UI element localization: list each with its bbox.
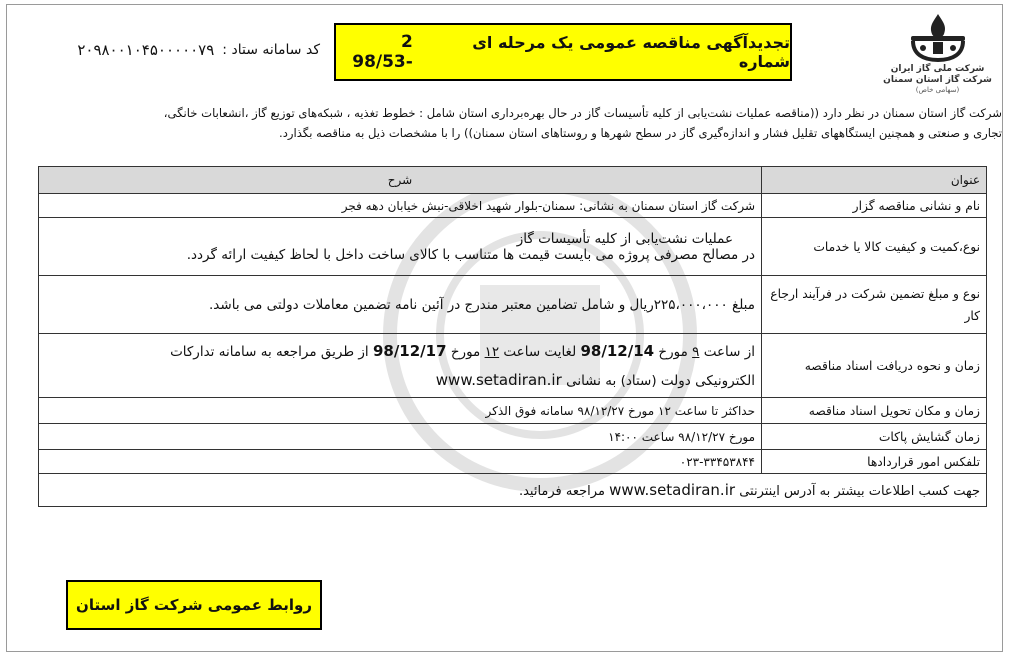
row-value-line: در مصالح مصرفی پروژه می بایست قیمت ها متناسب با کالای ساخت داخل با لحاظ کیفیت ارائه گردد. [186, 246, 755, 263]
title-text: تجدیدآگهی مناقصه عمومی یک مرحله ای شماره [472, 33, 790, 71]
table-row [39, 218, 987, 276]
row-value-line: عملیات نشت‌یابی از کلیه تأسیسات گاز [516, 230, 733, 247]
row-label: زمان و مکان تحویل اسناد مناقصه [762, 398, 987, 424]
table-row [39, 398, 987, 424]
intro-paragraph [40, 103, 1002, 143]
setad-code-label: کد سامانه ستاد : [222, 42, 320, 58]
table-footer-row [39, 474, 987, 507]
org-line-3: (سهامی خاص) [915, 86, 960, 94]
table-header-row [39, 167, 987, 194]
row-label: زمان گشایش پاکات [762, 424, 987, 450]
setad-code-value: ۲۰۹۸۰۰۱۰۴۵۰۰۰۰۰۷۹ [77, 41, 215, 59]
text-via-system: از طریق مراجعه به سامانه تدارکات [170, 343, 369, 360]
row-value [39, 334, 762, 398]
footer-text-after: مراجعه فرمائید. [518, 484, 605, 499]
tender-details-table [38, 166, 987, 507]
table-row [39, 450, 987, 474]
footer-link[interactable]: www.setadiran.ir [609, 481, 736, 499]
company-logo [880, 12, 995, 110]
footer-text-before: جهت کسب اطلاعات بیشتر به آدرس اینترنتی [739, 484, 980, 499]
table-row [39, 424, 987, 450]
text-from-hour: از ساعت [703, 343, 755, 360]
date-from: 98/12/14 [580, 341, 655, 360]
intro-line-1: شرکت گاز استان سمنان در نظر دارد ((مناقصه عملیات نشت‌یابی از کلیه تأسیسات گاز در حال بهره‌برداری استان شامل : خطوط تغذیه ، شبکه‌های توزیع گاز ،انشعابات خانگی، [163, 106, 1002, 120]
row-value: حداکثر تا ساعت ۱۲ مورخ ۹۸/۱۲/۲۷ سامانه فوق الذکر [39, 398, 762, 424]
text-date-2: مورخ [450, 343, 481, 360]
table-row [39, 334, 987, 398]
setad-code [40, 38, 320, 62]
row-label: زمان و نحوه دریافت اسناد مناقصه [762, 334, 987, 398]
row-label: نام و نشانی مناقصه گزار [762, 194, 987, 218]
tender-title [334, 23, 792, 81]
table-row [39, 276, 987, 334]
text-date: مورخ [658, 343, 688, 360]
row-value: مبلغ ۲۲۵،۰۰۰،۰۰۰ریال و شامل تضامین معتبر مندرج در آئین نامه تضمین معاملات دولتی می باشد. [39, 276, 762, 334]
footer-note [39, 474, 987, 507]
tender-number: 2 -98/53 [352, 32, 413, 72]
date-to: 98/12/17 [372, 341, 447, 360]
receive-docs-line-1 [45, 337, 755, 366]
row-value [39, 218, 762, 276]
text-until-hour: لغایت ساعت [503, 343, 577, 360]
intro-line-2: تجاری و صنعتی و همچنین ایستگاههای تقلیل فشار و اندازه‌گیری گاز در سطح شهرها و روستاهای استان سمنان)) را با مشخصات ذیل به مناقصه بگذارد. [279, 126, 1002, 140]
public-relations-signature: روابط عمومی شرکت گاز استان [66, 580, 322, 630]
text-setad: الکترونیکی دولت (ستاد) به نشانی [566, 372, 755, 389]
row-value: شرکت گاز استان سمنان به نشانی: سمنان-بلوار شهید اخلاقی-نبش خیابان دهه فجر [39, 194, 762, 218]
setad-link[interactable]: www.setadiran.ir [435, 370, 562, 389]
row-label: نوع و مبلغ تضمین شرکت در فرآیند ارجاع کار [762, 276, 987, 334]
row-value: ۰۲۳-۳۳۴۵۳۸۴۴ [39, 450, 762, 474]
row-label: نوع،کمیت و کیفیت کالا یا خدمات [762, 218, 987, 276]
row-value: مورخ ۹۸/۱۲/۲۷ ساعت ۱۴:۰۰ [39, 424, 762, 450]
gas-company-emblem-icon [903, 12, 973, 64]
col-title-header: عنوان [762, 167, 987, 194]
org-line-1: شرکت ملی گاز ایران [890, 64, 985, 74]
col-desc-header: شرح [39, 167, 762, 194]
org-line-2: شرکت گاز استان سمنان [883, 75, 992, 85]
hour-from: ۹ [692, 343, 700, 360]
row-label: تلفکس امور قراردادها [762, 450, 987, 474]
hour-to: ۱۲ [484, 343, 500, 360]
table-row [39, 194, 987, 218]
receive-docs-line-2 [45, 366, 755, 395]
